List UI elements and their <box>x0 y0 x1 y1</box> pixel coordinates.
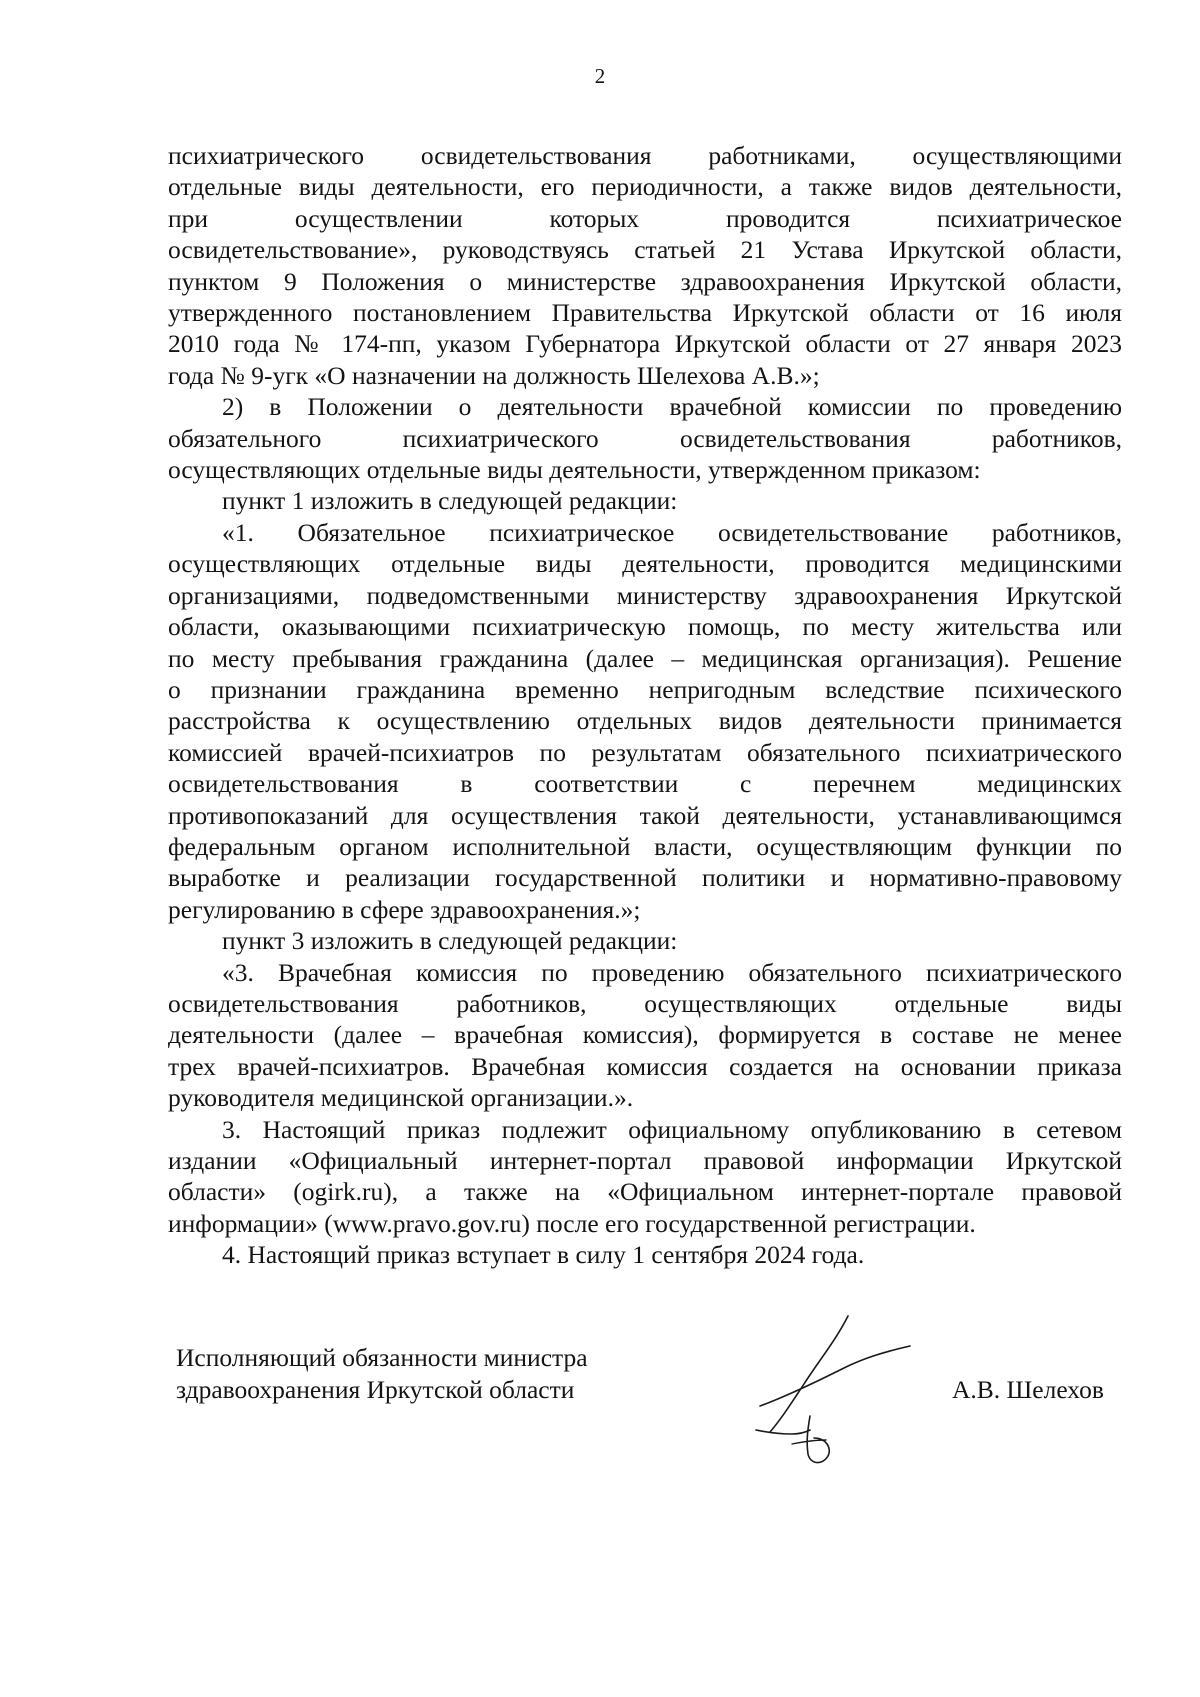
body-line: комиссией врачей-психиатров по результатам обязательного психиатрического <box>168 737 1122 767</box>
body-line: организациями, подведомственными министерству здравоохранения Иркутской <box>168 580 1122 610</box>
signer-name: А.В. Шелехов <box>952 1375 1104 1404</box>
body-line: трех врачей-психиатров. Врачебная комиссия создается на основании приказа <box>168 1051 1122 1081</box>
body-line: освидетельствования в соответствии с перечнем медицинских <box>168 769 1122 799</box>
body-line: «1. Обязательное психиатрическое освидетельствование работников, <box>222 517 1122 547</box>
body-line: психиатрического освидетельствования работниками, осуществляющими <box>168 141 1122 170</box>
body-line: 3. Настоящий приказ подлежит официальному опубликованию в сетевом <box>222 1114 1122 1144</box>
body-line: расстройства к осуществлению отдельных видов деятельности принимается <box>168 706 1122 736</box>
page-number: 2 <box>594 64 606 88</box>
body-line: освидетельствование», руководствуясь статьей 21 Устава Иркутской области, <box>168 235 1122 265</box>
signature-position <box>176 1342 588 1406</box>
body-line: о признании гражданина временно непригодным вследствие психического <box>168 674 1122 704</box>
body-line: по месту пребывания гражданина (далее – медицинская организация). Решение <box>168 643 1122 673</box>
body-line: осуществляющих отдельные виды деятельности, проводится медицинскими <box>168 549 1122 579</box>
body-line: деятельности (далее – врачебная комиссия), формируется в составе не менее <box>168 1020 1122 1050</box>
body-line: руководителя медицинской организации.». <box>168 1083 634 1113</box>
body-line: издании «Официальный интернет-портал правовой информации Иркутской <box>168 1146 1122 1175</box>
body-line: отдельные виды деятельности, его периодичности, а также видов деятельности, <box>168 172 1122 202</box>
signature-position-line-2: здравоохранения Иркутской области <box>176 1375 575 1404</box>
body-line: выработке и реализации государственной политики и нормативно-правовому <box>168 863 1122 893</box>
body-line: утвержденного постановлением Правительства Иркутской области от 16 июля <box>168 298 1122 328</box>
body-line: области» (ogirk.ru), а также на «Официальном интернет-портале правовой <box>168 1177 1122 1207</box>
body-line: «3. Врачебная комиссия по проведению обязательного психиатрического <box>222 957 1122 987</box>
body-line: области, оказывающими психиатрическую помощь, по месту жительства или <box>168 612 1122 642</box>
body-line: регулированию в сфере здравоохранения.»; <box>168 894 641 924</box>
signature-position-line-1: Исполняющий обязанности министра <box>176 1343 588 1372</box>
body-line: пункт 3 изложить в следующей редакции: <box>222 926 678 956</box>
body-line: 4. Настоящий приказ вступает в силу 1 сентября 2024 года. <box>222 1240 865 1270</box>
handwritten-signature <box>752 1310 932 1470</box>
body-line: освидетельствования работников, осуществляющих отдельные виды <box>168 988 1122 1018</box>
body-line: противопоказаний для осуществления такой деятельности, устанавливающимся <box>168 800 1122 830</box>
body-line: 2010 года № 174-пп, указом Губернатора Иркутской области от 27 января 2023 <box>168 329 1122 359</box>
body-line: осуществляющих отдельные виды деятельности, утвержденном приказом: <box>168 455 981 485</box>
body-line: 2) в Положении о деятельности врачебной комиссии по проведению <box>222 392 1122 422</box>
body-line: информации» (www.pravo.gov.ru) после его государственной регистрации. <box>168 1208 976 1238</box>
body-line: при осуществлении которых проводится психиатрическое <box>168 203 1122 233</box>
body-line: федеральным органом исполнительной власти, осуществляющим функции по <box>168 831 1122 861</box>
body-line: обязательного психиатрического освидетельствования работников, <box>168 423 1122 453</box>
document-body <box>168 140 1122 1271</box>
body-line: пунктом 9 Положения о министерстве здравоохранения Иркутской области, <box>168 266 1122 296</box>
body-line: года № 9-угк «О назначении на должность Шелехова А.В.»; <box>168 360 820 390</box>
body-line: пункт 1 изложить в следующей редакции: <box>222 486 678 516</box>
